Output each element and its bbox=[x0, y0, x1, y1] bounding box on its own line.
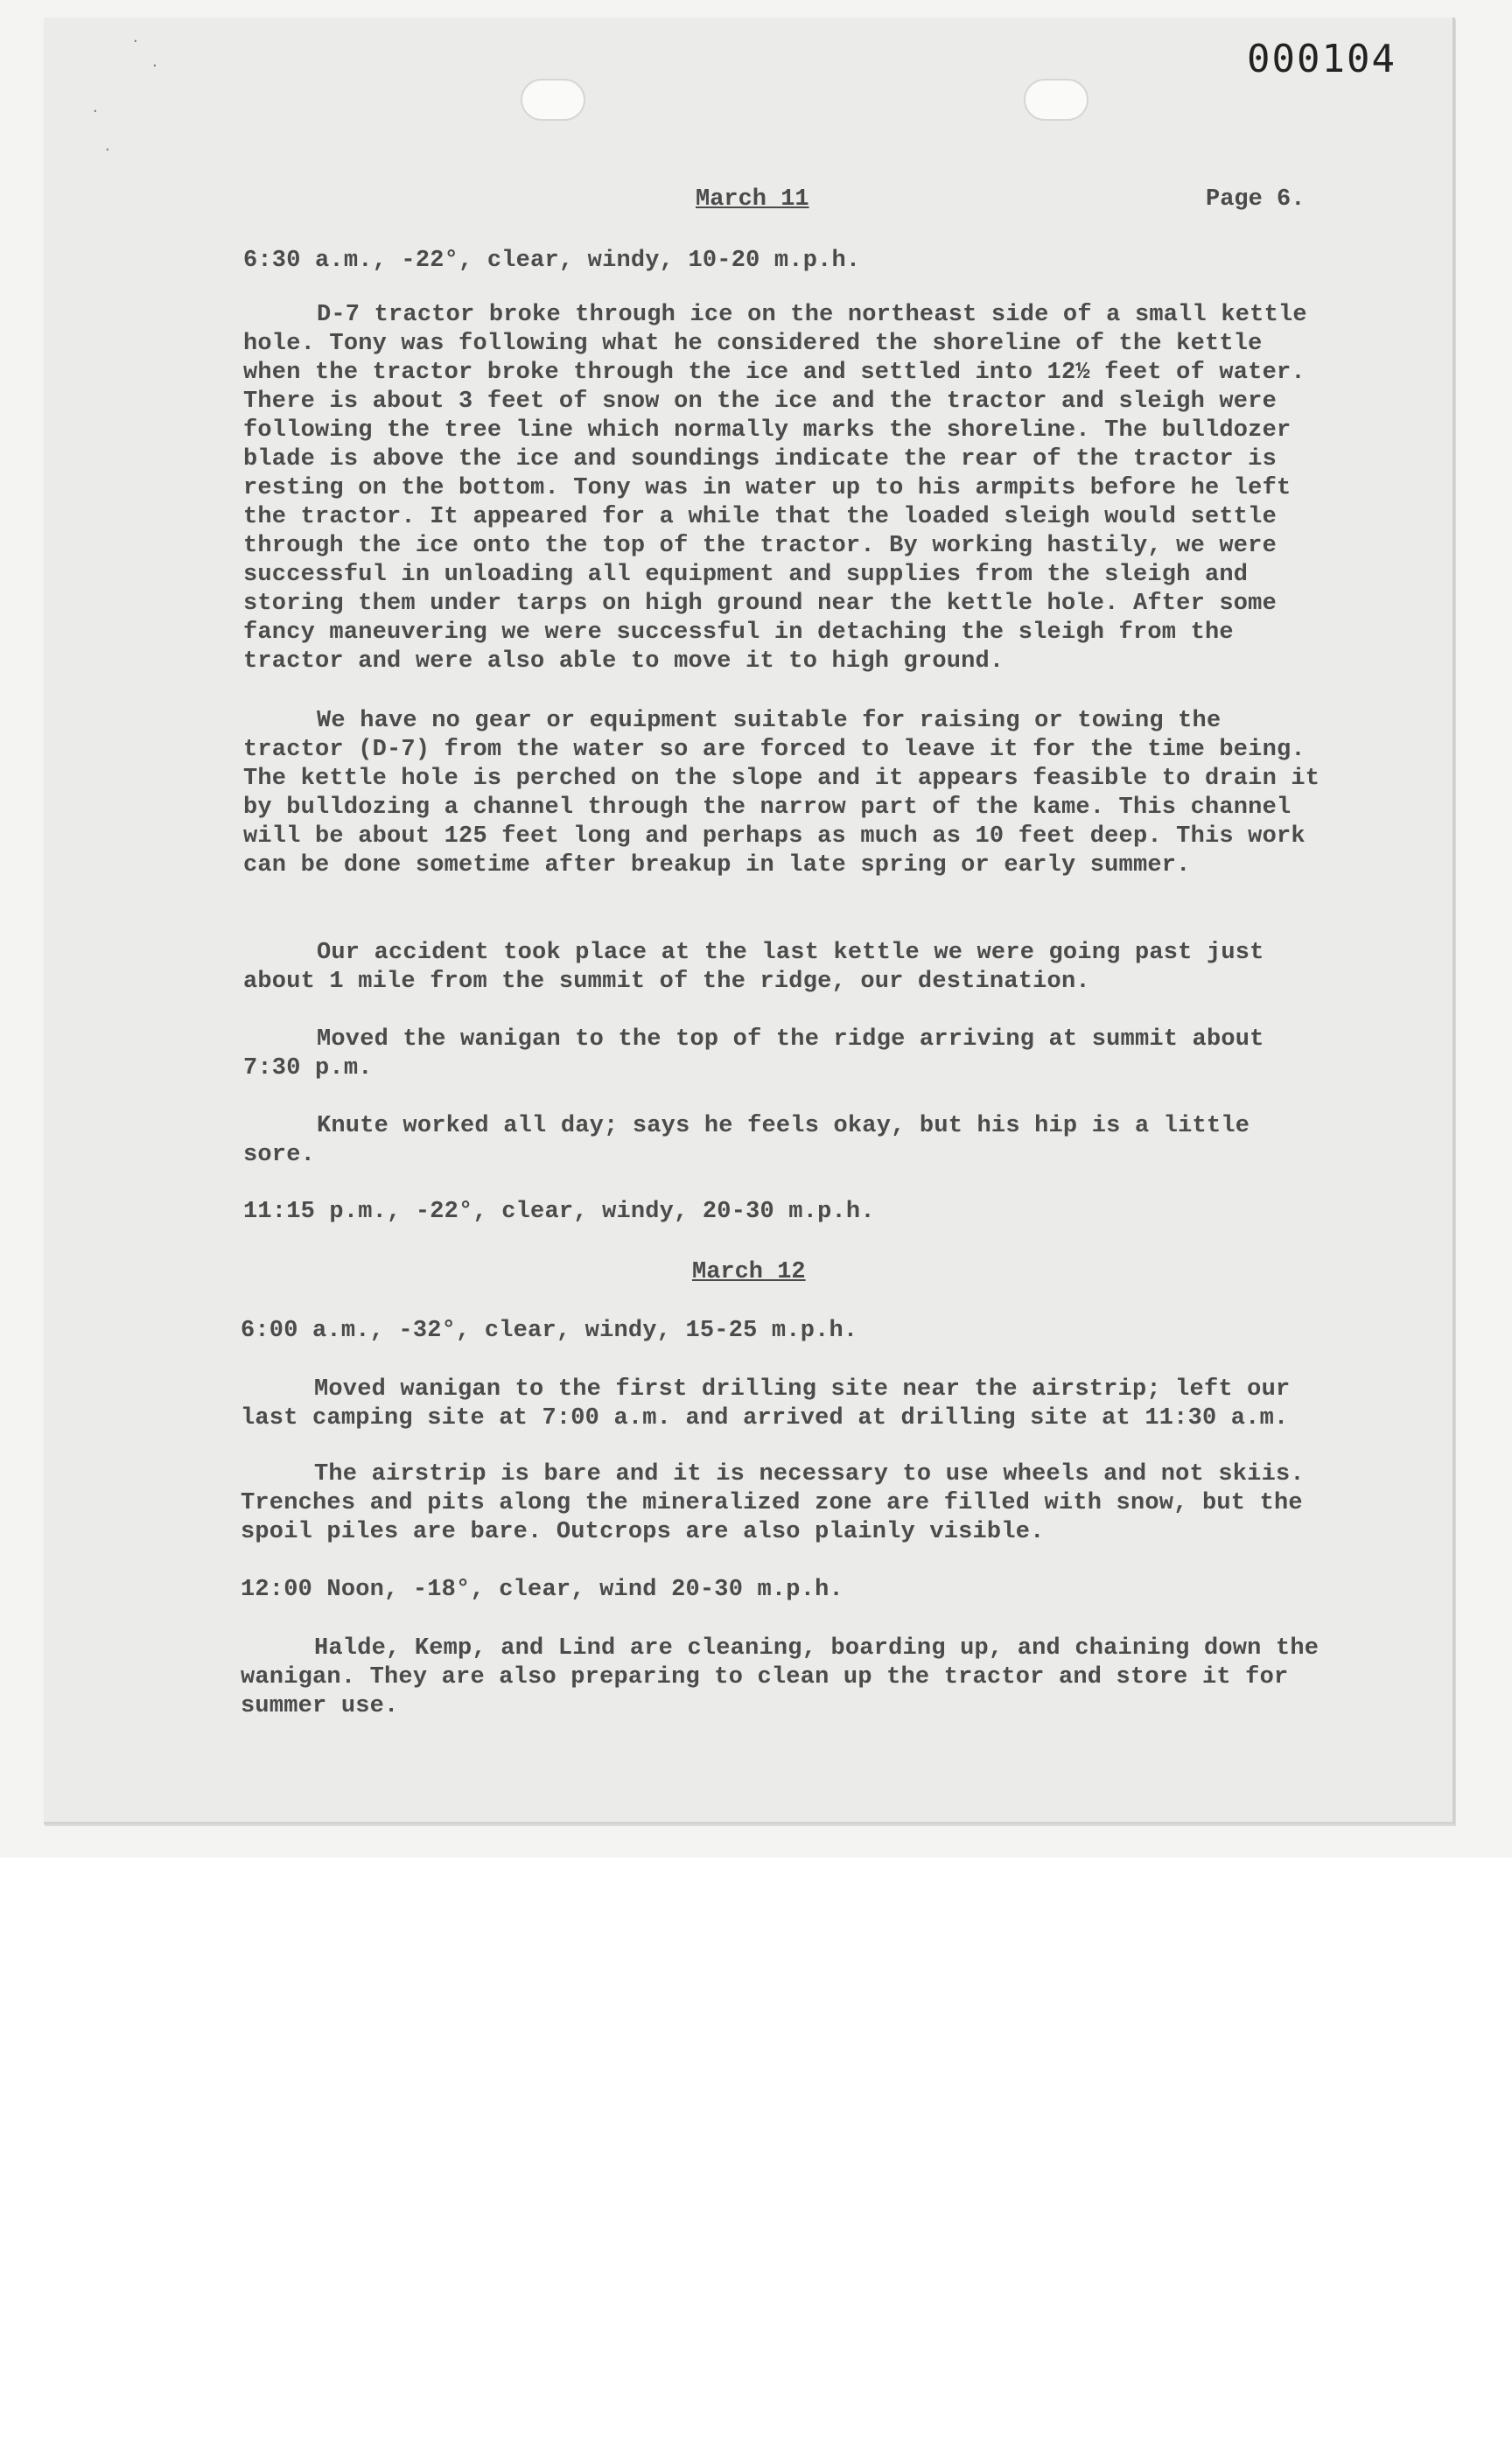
journal-paragraph: D-7 tractor broke through ice on the northeast side of a small kettle hole. Tony was following what he considered the shoreline of the kettle when the tractor broke through the ice and settled into 12½ feet of water. There is about 3 feet of snow on the ice and the tractor and sleigh were following the tree line which normally marks the shoreline. The bulldozer blade is above the ice and soundings indicate the rear of the tractor is resting on the bottom. Tony was in water up to his armpits before he left the tractor. It appeared for a while that the loaded sleigh would settle through the ice onto the top of the tractor. By working hastily, we were successful in unloading all equipment and supplies from the sleigh and storing them under tarps on high ground near the kettle hole. After some fancy maneuvering we were successful in detaching the sleigh from the tractor and were also able to move it to high ground. bbox=[243, 302, 1322, 675]
section-date-heading: March 12 bbox=[692, 1259, 806, 1285]
journal-paragraph: We have no gear or equipment suitable for raising or towing the tractor (D-7) from the water so are forced to leave it for the time being. The kettle hole is perched on the slope and it appears feasible to drain it by bulldozing a channel through the narrow part of the kame. This channel will be about 125 feet long and perhaps as much as 10 feet deep. This work can be done sometime after breakup in late spring or early summer. bbox=[243, 708, 1334, 878]
journal-paragraph: Moved the wanigan to the top of the ridge arriving at summit about 7:30 p.m. bbox=[243, 1026, 1278, 1082]
page-label: Page 6. bbox=[1206, 186, 1306, 213]
journal-paragraph: Knute worked all day; says he feels okay, but his hip is a little sore. bbox=[243, 1113, 1264, 1168]
journal-paragraph: Our accident took place at the last kettle we were going past just about 1 mile from the summit of the ridge, our destination. bbox=[243, 940, 1278, 995]
journal-paragraph: Halde, Kemp, and Lind are cleaning, boarding up, and chaining down the wanigan. They are also preparing to clean up the tractor and store it for summer use. bbox=[241, 1635, 1334, 1719]
punch-hole-right bbox=[1024, 79, 1088, 121]
document-page bbox=[44, 18, 1455, 1824]
scan-speck: · bbox=[91, 103, 100, 119]
weather-entry: 6:00 a.m., -32°, clear, windy, 15-25 m.p.h. bbox=[241, 1318, 858, 1344]
scan-speck: · bbox=[131, 33, 140, 49]
scan-speck: · bbox=[150, 58, 159, 74]
section-date-heading: March 11 bbox=[696, 186, 809, 213]
weather-entry: 6:30 a.m., -22°, clear, windy, 10-20 m.p.h. bbox=[243, 248, 861, 274]
weather-entry: 11:15 p.m., -22°, clear, windy, 20-30 m.p.h. bbox=[243, 1199, 875, 1225]
punch-hole-left bbox=[521, 79, 585, 121]
document-number: 000104 bbox=[1247, 37, 1396, 81]
journal-paragraph: The airstrip is bare and it is necessary to use wheels and not skiis. Trenches and pits along the mineralized zone are filled with snow, but the spoil piles are bare. Outcrops are also plainly visible. bbox=[241, 1461, 1320, 1545]
scan-speck: · bbox=[103, 142, 112, 158]
journal-paragraph: Moved wanigan to the first drilling site near the airstrip; left our last camping site at 7:00 a.m. and arrived at drilling site at 11:30 a.m. bbox=[241, 1376, 1305, 1432]
weather-entry: 12:00 Noon, -18°, clear, wind 20-30 m.p.h. bbox=[241, 1577, 844, 1603]
